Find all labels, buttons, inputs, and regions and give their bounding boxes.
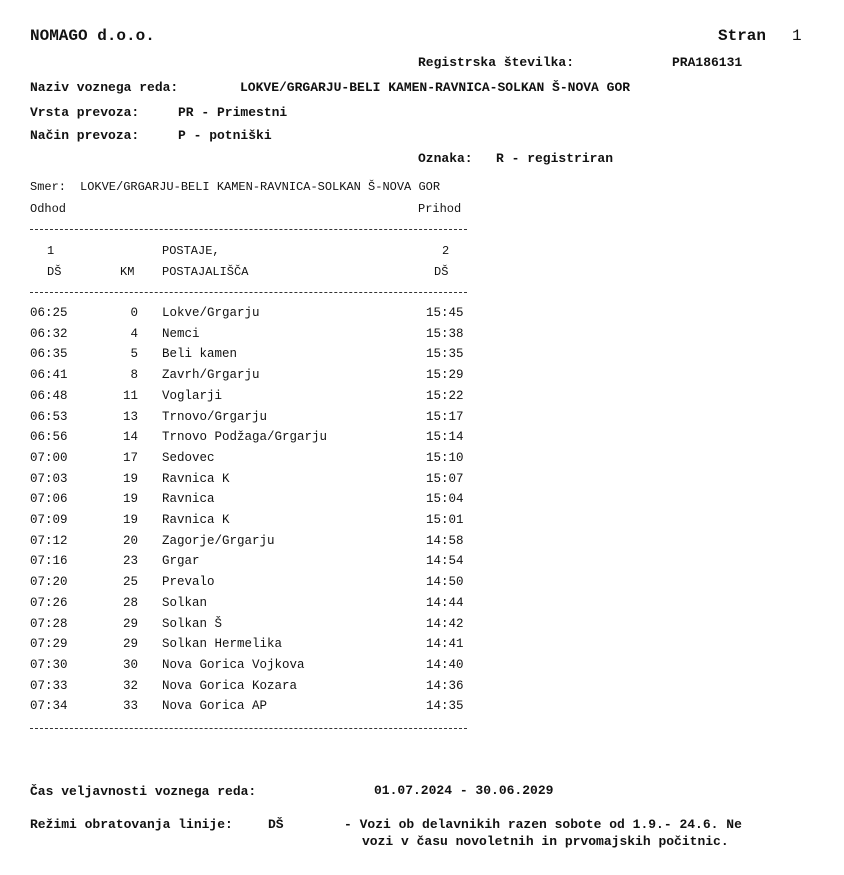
mark-label: Oznaka: bbox=[418, 151, 473, 166]
regime-text-line1: - Vozi ob delavnikih razen sobote od 1.9.- 24.6. Ne bbox=[344, 817, 742, 832]
departure-heading: Odhod bbox=[30, 202, 67, 216]
table-row bbox=[30, 327, 480, 347]
table-row bbox=[30, 306, 480, 326]
table-row bbox=[30, 368, 480, 388]
station-name: Sedovec bbox=[162, 450, 215, 465]
arrival-time: 15:14 bbox=[426, 430, 464, 445]
arrival-time: 15:38 bbox=[426, 326, 464, 341]
arrival-time: 15:10 bbox=[426, 450, 464, 465]
departure-time: 06:35 bbox=[30, 347, 68, 362]
departure-time: 07:34 bbox=[30, 699, 68, 714]
mark-value: R - registriran bbox=[496, 151, 614, 166]
km-value: 14 bbox=[122, 430, 138, 445]
arrival-time: 14:41 bbox=[426, 637, 464, 652]
transport-mode-value: P - potniški bbox=[178, 128, 272, 143]
transport-type-label: Vrsta prevoza: bbox=[30, 105, 140, 120]
arrival-time: 14:58 bbox=[426, 533, 464, 548]
table-row bbox=[30, 679, 480, 699]
station-name: Lokve/Grgarju bbox=[162, 306, 260, 320]
km-value: 30 bbox=[122, 657, 138, 672]
table-row bbox=[30, 492, 480, 512]
col2-ds: DŠ bbox=[434, 265, 449, 279]
table-row bbox=[30, 658, 480, 678]
page-number: 1 bbox=[792, 27, 802, 45]
km-value: 29 bbox=[122, 637, 138, 652]
col1-ds: DŠ bbox=[47, 265, 62, 279]
departure-time: 07:26 bbox=[30, 595, 68, 610]
km-value: 8 bbox=[130, 368, 138, 383]
col2-number: 2 bbox=[442, 244, 450, 258]
km-value: 28 bbox=[122, 595, 138, 610]
station-name: Trnovo/Grgarju bbox=[162, 409, 268, 424]
stations-heading-2: POSTAJALIŠČA bbox=[162, 265, 249, 279]
col1-number: 1 bbox=[47, 244, 55, 258]
divider-bottom bbox=[30, 728, 467, 729]
table-row bbox=[30, 699, 480, 719]
arrival-time: 14:50 bbox=[426, 575, 464, 590]
direction-value: LOKVE/GRGARJU-BELI KAMEN-RAVNICA-SOLKAN Š-NOVA GOR bbox=[80, 180, 441, 194]
station-name: Solkan Hermelika bbox=[162, 637, 283, 652]
departure-time: 07:20 bbox=[30, 575, 68, 590]
table-row bbox=[30, 513, 480, 533]
arrival-time: 14:40 bbox=[426, 657, 464, 672]
departure-time: 07:12 bbox=[30, 533, 68, 548]
station-name: Nova Gorica AP bbox=[162, 699, 268, 714]
station-name: Ravnica K bbox=[162, 471, 230, 486]
departure-time: 06:56 bbox=[30, 430, 68, 445]
station-name: Prevalo bbox=[162, 575, 215, 590]
table-row bbox=[30, 451, 480, 471]
departure-time: 06:32 bbox=[30, 326, 68, 341]
transport-mode-label: Način prevoza: bbox=[30, 128, 140, 143]
validity-value: 01.07.2024 - 30.06.2029 bbox=[374, 783, 554, 798]
km-value: 5 bbox=[130, 347, 138, 362]
km-value: 20 bbox=[122, 533, 138, 548]
station-name: Zavrh/Grgarju bbox=[162, 368, 260, 383]
arrival-time: 14:54 bbox=[426, 554, 464, 569]
table-row bbox=[30, 554, 480, 574]
regime-code: DŠ bbox=[268, 817, 284, 832]
table-row bbox=[30, 534, 480, 554]
arrival-time: 14:44 bbox=[426, 595, 464, 610]
km-value: 23 bbox=[122, 554, 138, 569]
regime-label: Režimi obratovanja linije: bbox=[30, 817, 233, 832]
km-value: 19 bbox=[122, 492, 138, 507]
table-row bbox=[30, 575, 480, 595]
stations-heading-1: POSTAJE, bbox=[162, 244, 220, 258]
station-name: Beli kamen bbox=[162, 347, 238, 362]
arrival-time: 15:07 bbox=[426, 471, 464, 486]
arrival-heading: Prihod bbox=[418, 202, 462, 216]
departure-time: 07:29 bbox=[30, 637, 68, 652]
arrival-time: 14:35 bbox=[426, 699, 464, 714]
departure-time: 06:53 bbox=[30, 409, 68, 424]
table-row bbox=[30, 472, 480, 492]
arrival-time: 15:22 bbox=[426, 388, 464, 403]
arrival-time: 15:35 bbox=[426, 347, 464, 362]
registration-value: PRA186131 bbox=[672, 55, 743, 70]
arrival-time: 14:36 bbox=[426, 678, 464, 693]
km-value: 17 bbox=[122, 450, 138, 465]
km-value: 0 bbox=[130, 306, 138, 320]
departure-time: 07:16 bbox=[30, 554, 68, 569]
table-row bbox=[30, 410, 480, 430]
departure-time: 06:25 bbox=[30, 306, 68, 320]
station-name: Zagorje/Grgarju bbox=[162, 533, 275, 548]
station-name: Voglarji bbox=[162, 388, 223, 403]
timetable-name-label: Naziv voznega reda: bbox=[30, 80, 179, 95]
page-label: Stran bbox=[718, 27, 767, 45]
km-value: 32 bbox=[122, 678, 138, 693]
departure-time: 07:06 bbox=[30, 492, 68, 507]
divider-header bbox=[30, 292, 467, 293]
arrival-time: 15:01 bbox=[426, 513, 464, 527]
direction-label: Smer: bbox=[30, 180, 67, 194]
transport-type-value: PR - Primestni bbox=[178, 105, 288, 120]
station-name: Ravnica K bbox=[162, 513, 230, 527]
station-name: Nova Gorica Vojkova bbox=[162, 657, 305, 672]
departure-time: 07:30 bbox=[30, 657, 68, 672]
station-name: Trnovo Podžaga/Grgarju bbox=[162, 430, 328, 445]
table-row bbox=[30, 347, 480, 367]
company-name: NOMAGO d.o.o. bbox=[30, 27, 155, 45]
km-value: 33 bbox=[122, 699, 138, 714]
table-row bbox=[30, 637, 480, 657]
table-row bbox=[30, 389, 480, 409]
timetable-name-value: LOKVE/GRGARJU-BELI KAMEN-RAVNICA-SOLKAN Š-NOVA GOR bbox=[240, 80, 631, 95]
table-row bbox=[30, 617, 480, 637]
station-name: Solkan bbox=[162, 595, 208, 610]
arrival-time: 14:42 bbox=[426, 616, 464, 631]
km-value: 19 bbox=[122, 471, 138, 486]
departure-time: 07:28 bbox=[30, 616, 68, 631]
departure-time: 06:41 bbox=[30, 368, 68, 383]
validity-label: Čas veljavnosti voznega reda: bbox=[30, 784, 257, 799]
km-value: 4 bbox=[130, 326, 138, 341]
registration-label: Registrska številka: bbox=[418, 55, 575, 70]
km-heading: KM bbox=[120, 265, 135, 279]
km-value: 11 bbox=[122, 388, 138, 403]
departure-time: 07:33 bbox=[30, 678, 68, 693]
km-value: 29 bbox=[122, 616, 138, 631]
km-value: 25 bbox=[122, 575, 138, 590]
km-value: 13 bbox=[122, 409, 138, 424]
km-value: 19 bbox=[122, 513, 138, 527]
divider-top bbox=[30, 229, 467, 230]
arrival-time: 15:45 bbox=[426, 306, 464, 320]
table-row bbox=[30, 596, 480, 616]
regime-text-line2: vozi v času novoletnih in prvomajskih počitnic. bbox=[362, 834, 729, 849]
station-name: Solkan Š bbox=[162, 616, 223, 631]
departure-time: 06:48 bbox=[30, 388, 68, 403]
arrival-time: 15:17 bbox=[426, 409, 464, 424]
departure-time: 07:09 bbox=[30, 513, 68, 527]
departure-time: 07:00 bbox=[30, 450, 68, 465]
arrival-time: 15:29 bbox=[426, 368, 464, 383]
departure-time: 07:03 bbox=[30, 471, 68, 486]
table-row bbox=[30, 430, 480, 450]
station-name: Nova Gorica Kozara bbox=[162, 678, 298, 693]
station-name: Nemci bbox=[162, 326, 200, 341]
arrival-time: 15:04 bbox=[426, 492, 464, 507]
station-name: Grgar bbox=[162, 554, 200, 569]
station-name: Ravnica bbox=[162, 492, 215, 507]
